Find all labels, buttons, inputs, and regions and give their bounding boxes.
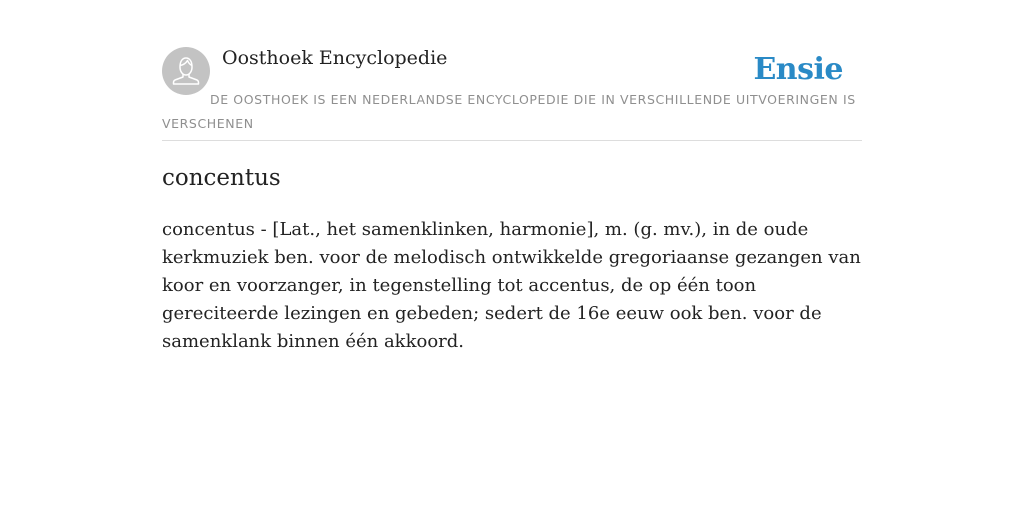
site-header (162, 46, 862, 141)
entry-title: concentus (162, 165, 281, 191)
brand-logo-link[interactable]: Ensie (753, 52, 843, 87)
entry-definition: concentus - [Lat., het samenklinken, harmonie], m. (g. mv.), in de oude kerkmuziek ben. voor de melodisch ontwikkelde gregoriaanse gezangen van koor en voorzanger, in tegenstelling tot accentus, de op één toon gereciteerde lezingen en gebeden; sedert de 16e eeuw ook ben. voor de samenklank binnen één akkoord. (162, 219, 861, 352)
site-title[interactable]: Oosthoek Encyclopedie (222, 47, 448, 69)
site-tagline: DE OOSTHOEK IS EEN NEDERLANDSE ENCYCLOPEDIE DIE IN VERSCHILLENDE UITVOERINGEN IS VERSCHENEN (162, 92, 856, 131)
